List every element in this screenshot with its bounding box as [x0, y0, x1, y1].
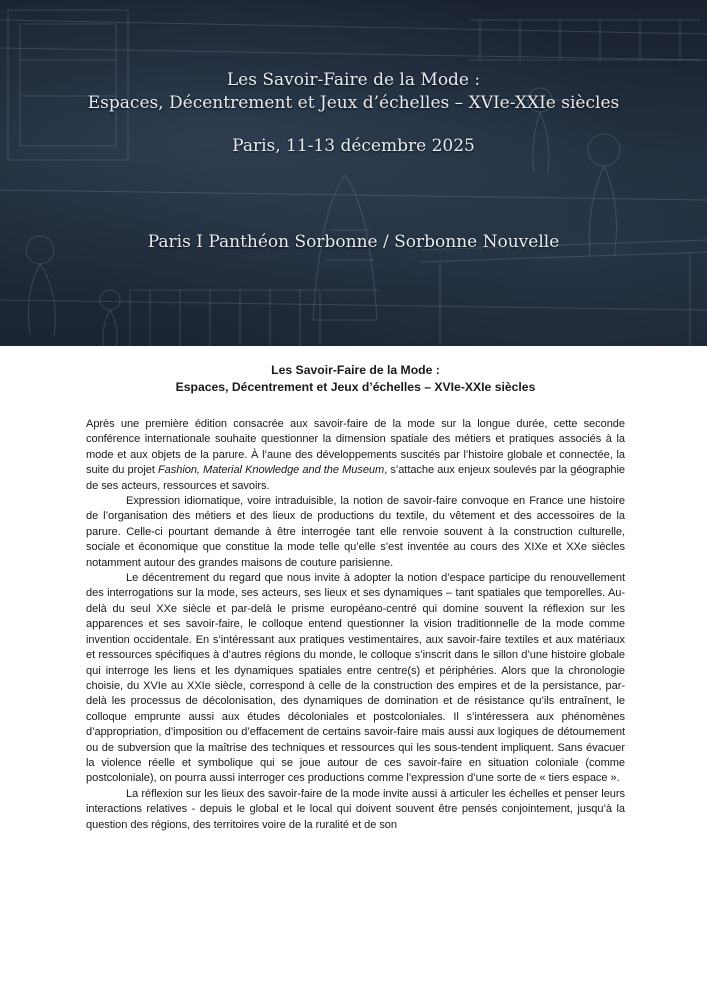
paragraph-1	[86, 417, 625, 494]
header-banner	[0, 0, 707, 346]
paragraph-1-text-b: , s’attache aux enjeux soulevés par la géographie de ses acteurs, ressources et savoirs.	[86, 464, 626, 492]
paragraph-4: La réflexion sur les lieux des savoir-faire de la mode invite aussi à articuler les échelles et penser leurs interactions relatives - depuis le global et le local qui doivent souvent être pensés conjointement, jusqu’à la question des régions, des territoires voire de la ruralité et de son	[86, 787, 625, 831]
banner-title-line1: Les Savoir-Faire de la Mode :	[226, 70, 481, 90]
article	[86, 362, 625, 833]
workshop-engraving	[0, 0, 707, 346]
article-title-line1: Les Savoir-Faire de la Mode :	[271, 363, 440, 377]
banner-institutions: Paris I Panthéon Sorbonne / Sorbonne Nouvelle	[147, 232, 560, 252]
paragraph-2: Expression idiomatique, voire intraduisible, la notion de savoir-faire convoque en France une histoire de l’organisation des métiers et des lieux de productions du textile, du vêtement et des accessoires de la parure. Celle-ci pourtant demande à être interrogée tant elle renvoie souvent à la construction culturelle, sociale et économique que constitue la mode telle qu’elle s’est inventée au cours des XIXe et XXe siècles notamment autour des grandes maisons de couture parisienne.	[86, 495, 625, 569]
article-body	[86, 417, 625, 833]
banner-date: Paris, 11-13 décembre 2025	[232, 136, 475, 156]
article-title	[86, 362, 625, 396]
paragraph-1-text-a: Après une première édition consacrée aux savoir-faire de la mode sur la longue durée, cette seconde conférence internationale souhaite questionner la dimension spatiale des métiers et pratiques associés à la mode et aux objets de la parure. À l’aune des développements suscités par l’histoire globale et connectée, la suite du projet	[86, 418, 625, 477]
project-title: Fashion, Material Knowledge and the Museum	[157, 464, 385, 477]
article-title-line2: Espaces, Décentrement et Jeux d’échelles – XVIe-XXIe siècles	[175, 380, 536, 394]
paragraph-3: Le décentrement du regard que nous invite à adopter la notion d’espace participe du renouvellement des interrogations sur la mode, ses acteurs, ses lieux et ses dynamiques – tant spatiales que temporelles. Au-delà du seul XXe siècle et par-delà le prisme européano-centré qui domine souvent la réflexion sur les apparences et ses savoir-faire, le colloque entend questionner la vision traditionnelle de la mode comme invention occidentale. En s’intéressant aux pratiques vestimentaires, aux savoir-faire textiles et aux matériaux et ressources spécifiques à d’autres régions du monde, le colloque s’inscrit dans le sillon d’une histoire globale qui interroge les liens et les dynamiques spatiales entre centre(s) et périphéries. Alors que la chronologie choisie, du XVIe au XXIe siècle, correspond à celle de la construction des empires et de la persistance, par-delà les processus de décolonisation, des dynamiques de domination et de résistance qu’ils entraînent, le colloque emprunte aussi aux études décoloniales et postcoloniales. Il s’intéressera aux phénomènes d’appropriation, d’imposition ou d’effacement de certains savoir-faire mais aussi aux logiques de détournement ou de subversion que la maîtrise des techniques et ressources qui les sous-tendent impliquent. Sans évacuer la violence réelle et symbolique qui se joue autour de ces savoir-faire en situation coloniale (comme postcoloniale), on pourra aussi interroger ces productions comme l’expression d’une sorte de « tiers espace ».	[86, 572, 625, 785]
banner-title-line2: Espaces, Décentrement et Jeux d’échelles – XVIe-XXIe siècles	[87, 93, 620, 113]
